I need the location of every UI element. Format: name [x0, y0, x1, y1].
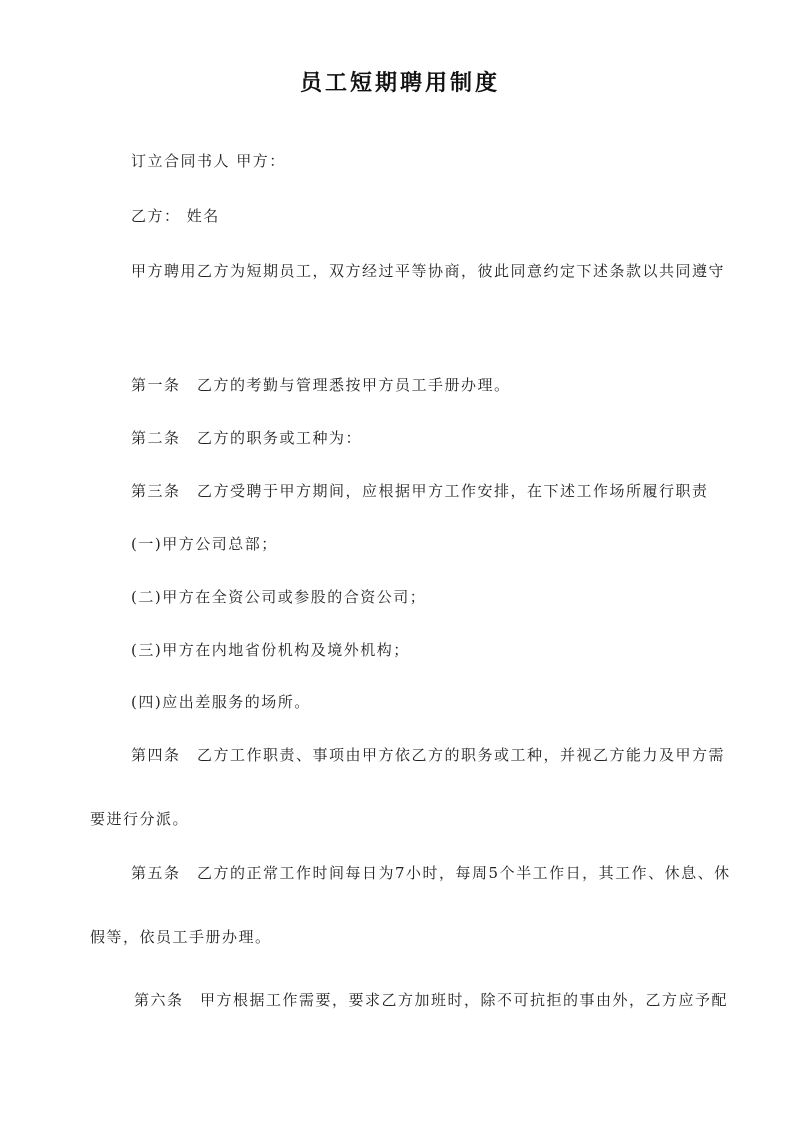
clause-6-line-1: 第六条 甲方根据工作需要，要求乙方加班时，除不可抗拒的事由外，乙方应予配 — [134, 991, 729, 1009]
list-item-3: (三)甲方在内地省份机构及境外机构； — [131, 641, 410, 659]
clause-4-line-2: 要进行分派。 — [90, 810, 190, 828]
list-item-4: (四)应出差服务的场所。 — [131, 693, 311, 711]
clause-4-line-1: 第四条 乙方工作职责、事项由甲方依乙方的职务或工种，并视乙方能力及甲方需 — [131, 746, 726, 764]
agreement-intro-line: 甲方聘用乙方为短期员工，双方经过平等协商，彼此同意约定下述条款以共同遵守 — [131, 262, 726, 280]
list-item-1: (一)甲方公司总部； — [131, 535, 278, 553]
list-item-2: (二)甲方在全资公司或参股的合资公司； — [131, 588, 427, 606]
clause-2: 第二条 乙方的职务或工种为： — [131, 429, 363, 447]
clause-5-line-2: 假等，依员工手册办理。 — [90, 928, 272, 946]
party-a-line: 订立合同书人 甲方： — [131, 152, 286, 170]
document-title: 员工短期聘用制度 — [299, 71, 500, 96]
party-b-line: 乙方： 姓名 — [131, 207, 220, 225]
clause-5-line-1: 第五条 乙方的正常工作时间每日为7小时，每周5个半工作日，其工作、休息、休 — [131, 864, 731, 882]
clause-1: 第一条 乙方的考勤与管理悉按甲方员工手册办理。 — [131, 376, 511, 394]
clause-3: 第三条 乙方受聘于甲方期间，应根据甲方工作安排，在下述工作场所履行职责 — [131, 482, 709, 500]
